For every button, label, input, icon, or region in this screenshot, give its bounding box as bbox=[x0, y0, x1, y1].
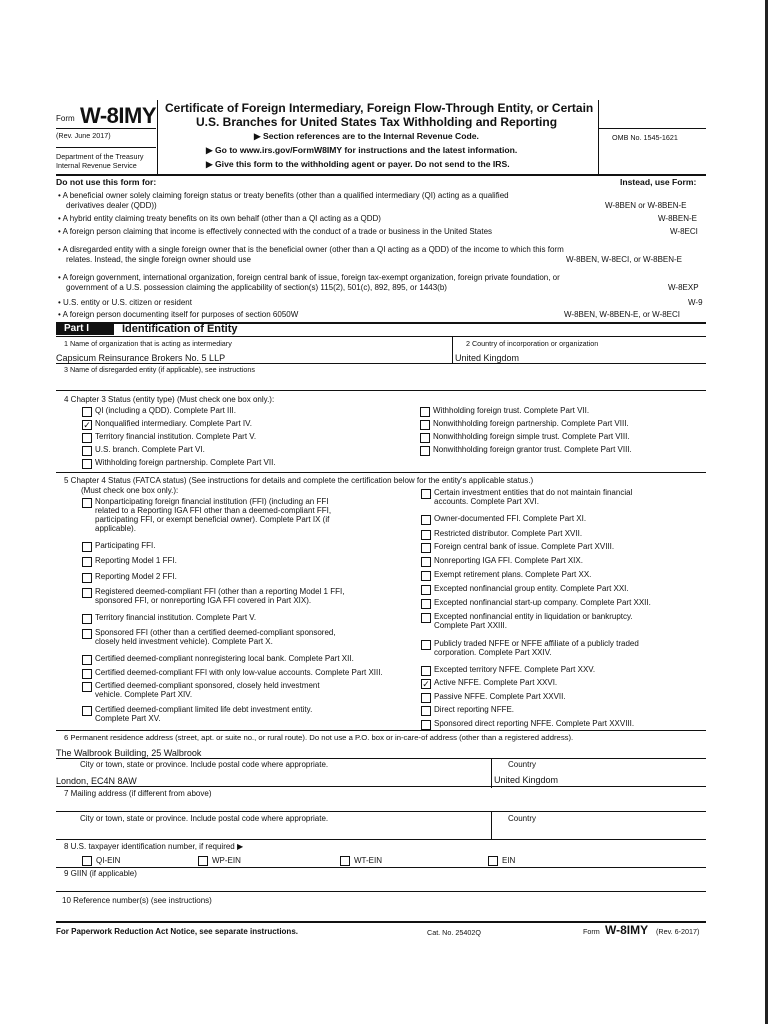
ch4-right-checkbox-10[interactable] bbox=[421, 640, 431, 650]
ch4-right-label-3: Restricted distributor. Complete Part XVII. bbox=[434, 529, 583, 538]
footer-rev: (Rev. 6-2017) bbox=[656, 927, 700, 936]
ch3-right-label-4: Nonwithholding foreign grantor trust. Complete Part VIII. bbox=[433, 445, 632, 454]
footer-form-label: Form bbox=[583, 927, 600, 936]
line6-city-label: City or town, state or province. Include postal code where appropriate. bbox=[80, 760, 329, 769]
dnu-item-3-form: W-8ECI bbox=[670, 227, 698, 236]
ch4-left-label-11-line2: Complete Part XV. bbox=[95, 714, 161, 723]
ch4-right-label-8: Excepted nonfinancial start-up company. Complete Part XXII. bbox=[434, 598, 651, 607]
ch4-left-checkbox-1[interactable] bbox=[82, 498, 92, 508]
line7-country-label: Country bbox=[508, 814, 537, 823]
ch4-left-label-7-line2: closely held investment vehicle). Complete Part X. bbox=[95, 637, 273, 646]
instruction-1: ▶ Section references are to the Internal Revenue Code. bbox=[254, 131, 479, 141]
tin-qi-ein-label: QI-EIN bbox=[96, 856, 121, 865]
ch3-right-label-3: Nonwithholding foreign simple trust. Complete Part VIII. bbox=[433, 432, 630, 441]
ch4-right-label-10-line2: corporation. Complete Part XXIV. bbox=[434, 648, 552, 657]
ch4-right-checkbox-6[interactable] bbox=[421, 571, 431, 581]
dnu-item-3: • A foreign person claiming that income is effectively connected with the conduct of a trade or business in the United States bbox=[58, 227, 493, 236]
line7-label: 7 Mailing address (if different from above) bbox=[64, 789, 212, 798]
part1-tag: Part I bbox=[56, 323, 114, 335]
ch3-left-checkbox-2[interactable]: ✓ bbox=[83, 420, 91, 430]
omb-number: OMB No. 1545-1621 bbox=[612, 133, 678, 142]
ch4-left-label-9: Certified deemed-compliant FFI with only low-value accounts. Complete Part XIII. bbox=[95, 668, 383, 677]
ch3-left-label-3: Territory financial institution. Complete Part V. bbox=[95, 432, 257, 441]
tin-wp-ein-checkbox[interactable] bbox=[198, 856, 208, 866]
dnu-item-1-line1: • A beneficial owner solely claiming foreign status or treaty benefits (other than a qualified intermediary (QI) acting as a qualified bbox=[58, 191, 509, 200]
instruction-2: ▶ Go to www.irs.gov/FormW8IMY for instructions and the latest information. bbox=[206, 145, 518, 155]
footer-notice: For Paperwork Reduction Act Notice, see separate instructions. bbox=[56, 927, 298, 936]
ch4-left-label-7-line1: Sponsored FFI (other than a certified deemed-compliant sponsored, bbox=[95, 628, 336, 637]
line5-sub: (Must check one box only.): bbox=[81, 486, 179, 495]
ch4-right-label-12: Active NFFE. Complete Part XXVI. bbox=[434, 678, 558, 687]
ch3-left-checkbox-3[interactable] bbox=[82, 433, 92, 443]
ch3-left-checkbox-5[interactable] bbox=[82, 459, 92, 469]
dept-line1: Department of the Treasury bbox=[56, 152, 144, 161]
ch3-left-label-1: QI (including a QDD). Complete Part III. bbox=[95, 406, 236, 415]
footer-cat-no: Cat. No. 25402Q bbox=[427, 928, 481, 937]
line2-value[interactable]: United Kingdom bbox=[455, 353, 520, 363]
ch4-right-label-5: Nonreporting IGA FFI. Complete Part XIX. bbox=[434, 556, 583, 565]
dnu-item-5-form: W-8EXP bbox=[668, 283, 699, 292]
dnu-item-4-form: W-8BEN, W-8ECI, or W-8BEN-E bbox=[566, 255, 683, 264]
ch4-right-label-1-line1: Certain investment entities that do not maintain financial bbox=[434, 488, 633, 497]
ch4-left-checkbox-2[interactable] bbox=[82, 542, 92, 552]
ch4-left-label-10-line2: vehicle. Complete Part XIV. bbox=[95, 690, 193, 699]
ch4-right-checkbox-13[interactable] bbox=[421, 693, 431, 703]
ch4-right-checkbox-12[interactable]: ✓ bbox=[422, 679, 430, 689]
ch4-left-label-5-line2: sponsored FFI, or nonreporting IGA FFI covered in Part XIX). bbox=[95, 596, 312, 605]
ch4-right-checkbox-11[interactable] bbox=[421, 666, 431, 676]
tin-wp-ein-label: WP-EIN bbox=[212, 856, 241, 865]
ch4-right-checkbox-15[interactable] bbox=[421, 720, 431, 730]
dnu-item-1-form: W-8BEN or W-8BEN-E bbox=[605, 201, 687, 210]
scan-edge bbox=[765, 0, 768, 1024]
ch4-left-checkbox-11[interactable] bbox=[82, 706, 92, 716]
tin-wt-ein-label: WT-EIN bbox=[354, 856, 382, 865]
ch4-right-label-1-line2: accounts. Complete Part XVI. bbox=[434, 497, 539, 506]
form-title-line2: U.S. Branches for United States Tax Withholding and Reporting bbox=[196, 115, 558, 129]
ch3-right-checkbox-1[interactable] bbox=[420, 407, 430, 417]
dnu-item-4-line1: • A disregarded entity with a single foreign owner that is the beneficial owner (other than a QI acting as a QDD) of the income to which this form bbox=[58, 245, 564, 254]
ch4-left-checkbox-7[interactable] bbox=[82, 629, 92, 639]
ch4-right-label-4: Foreign central bank of issue. Complete Part XVIII. bbox=[434, 542, 615, 551]
line4-label: 4 Chapter 3 Status (entity type) (Must check one box only.): bbox=[64, 395, 275, 404]
line6-value[interactable]: The Walbrook Building, 25 Walbrook bbox=[56, 748, 202, 758]
line2-label: 2 Country of incorporation or organization bbox=[466, 339, 599, 348]
ch4-left-checkbox-10[interactable] bbox=[82, 682, 92, 692]
ch4-left-checkbox-9[interactable] bbox=[82, 669, 92, 679]
ch4-left-label-6: Territory financial institution. Complete Part V. bbox=[95, 613, 257, 622]
ch4-right-checkbox-1[interactable] bbox=[421, 489, 431, 499]
dnu-item-2-form: W-8BEN-E bbox=[658, 214, 697, 223]
ch4-left-label-4: Reporting Model 2 FFI. bbox=[95, 572, 177, 581]
dnu-item-1-line2: derivatives dealer (QDD)) bbox=[66, 201, 157, 210]
line6-city-value[interactable]: London, EC4N 8AW bbox=[56, 776, 137, 786]
ch4-right-label-7: Excepted nonfinancial group entity. Complete Part XXI. bbox=[434, 584, 629, 593]
line6-country-label: Country bbox=[508, 760, 537, 769]
ch4-right-checkbox-3[interactable] bbox=[421, 530, 431, 540]
ch4-right-checkbox-4[interactable] bbox=[421, 543, 431, 553]
line10-label: 10 Reference number(s) (see instructions) bbox=[62, 896, 212, 905]
ch4-right-label-9-line1: Excepted nonfinancial entity in liquidation or bankruptcy. bbox=[434, 612, 633, 621]
tin-qi-ein-checkbox[interactable] bbox=[82, 856, 92, 866]
ch4-right-checkbox-8[interactable] bbox=[421, 599, 431, 609]
ch3-right-label-2: Nonwithholding foreign partnership. Complete Part VIII. bbox=[433, 419, 629, 428]
ch4-left-label-10-line1: Certified deemed-compliant sponsored, closely held investment bbox=[95, 681, 320, 690]
dnu-item-5-line2: government of a U.S. possession claiming the applicability of section(s) 115(2), 501(c), 892, 895, or 1443(b) bbox=[66, 283, 447, 292]
line9-label: 9 GIIN (if applicable) bbox=[64, 869, 137, 878]
line1-label: 1 Name of organization that is acting as intermediary bbox=[64, 339, 232, 348]
ch4-left-label-11-line1: Certified deemed-compliant limited life debt investment entity. bbox=[95, 705, 313, 714]
ch3-left-checkbox-4[interactable] bbox=[82, 446, 92, 456]
tin-ein-label: EIN bbox=[502, 856, 516, 865]
ch4-left-label-1-line4: applicable). bbox=[95, 524, 136, 533]
ch4-left-checkbox-4[interactable] bbox=[82, 573, 92, 583]
form-name: W-8IMY bbox=[80, 103, 156, 128]
ch3-left-label-4: U.S. branch. Complete Part VI. bbox=[95, 445, 205, 454]
tin-ein-checkbox[interactable] bbox=[488, 856, 498, 866]
do-not-use-heading: Do not use this form for: bbox=[56, 177, 157, 187]
ch4-left-checkbox-8[interactable] bbox=[82, 655, 92, 665]
line1-value[interactable]: Capsicum Reinsurance Brokers No. 5 LLP bbox=[56, 353, 226, 363]
form-title-line1: Certificate of Foreign Intermediary, Foreign Flow-Through Entity, or Certain bbox=[165, 101, 594, 115]
dept-line2: Internal Revenue Service bbox=[56, 161, 137, 170]
ch4-left-label-5-line1: Registered deemed-compliant FFI (other than a reporting Model 1 FFI, bbox=[95, 587, 345, 596]
ch3-left-label-5: Withholding foreign partnership. Complete Part VII. bbox=[95, 458, 276, 467]
ch4-left-checkbox-5[interactable] bbox=[82, 588, 92, 598]
line7-city-label: City or town, state or province. Include postal code where appropriate. bbox=[80, 814, 329, 823]
dnu-item-2: • A hybrid entity claiming treaty benefits on its own behalf (other than a QI acting as a QDD) bbox=[58, 214, 381, 223]
ch4-right-label-11: Excepted territory NFFE. Complete Part XXV. bbox=[434, 665, 596, 674]
ch4-right-label-15: Sponsored direct reporting NFFE. Complete Part XXVIII. bbox=[434, 719, 635, 728]
ch4-right-label-9-line2: Complete Part XXIII. bbox=[434, 621, 507, 630]
ch4-right-label-10-line1: Publicly traded NFFE or NFFE affiliate of a publicly traded bbox=[434, 639, 639, 648]
tin-wt-ein-checkbox[interactable] bbox=[340, 856, 350, 866]
dnu-item-6: • U.S. entity or U.S. citizen or resident bbox=[58, 298, 192, 307]
ch4-left-checkbox-6[interactable] bbox=[82, 614, 92, 624]
ch4-left-label-1-line2: related to a Reporting IGA FFI other than a deemed-compliant FFI, bbox=[95, 506, 332, 515]
dnu-item-7-form: W-8BEN, W-8BEN-E, or W-8ECI bbox=[564, 310, 681, 319]
ch4-left-label-2: Participating FFI. bbox=[95, 541, 156, 550]
ch4-left-label-1-line1: Nonparticipating foreign financial institution (FFI) (including an FFI bbox=[95, 497, 329, 506]
dnu-item-5-line1: • A foreign government, international organization, foreign central bank of issue, foreign tax-exempt organization, foreign private foundation, or bbox=[58, 273, 560, 282]
ch4-right-checkbox-14[interactable] bbox=[421, 706, 431, 716]
form-label: Form bbox=[56, 114, 75, 123]
ch3-right-checkbox-2[interactable] bbox=[420, 420, 430, 430]
line6-label: 6 Permanent residence address (street, apt. or suite no., or rural route). Do not use a P.O. box or in-care-of address (other than a registered address). bbox=[64, 733, 574, 742]
revision-date: (Rev. June 2017) bbox=[56, 131, 111, 140]
ch4-left-label-3: Reporting Model 1 FFI. bbox=[95, 556, 177, 565]
ch4-right-label-14: Direct reporting NFFE. bbox=[434, 705, 515, 714]
dnu-item-7: • A foreign person documenting itself for purposes of section 6050W bbox=[58, 310, 299, 319]
ch4-left-label-8: Certified deemed-compliant nonregistering local bank. Complete Part XII. bbox=[95, 654, 354, 663]
dnu-item-4-line2: relates. Instead, the single foreign owner should use bbox=[66, 255, 252, 264]
ch4-left-checkbox-3[interactable] bbox=[82, 557, 92, 567]
ch3-right-checkbox-4[interactable] bbox=[420, 446, 430, 456]
ch3-right-checkbox-3[interactable] bbox=[420, 433, 430, 443]
instead-heading: Instead, use Form: bbox=[620, 177, 697, 187]
ch3-left-checkbox-1[interactable] bbox=[82, 407, 92, 417]
ch3-left-label-2: Nonqualified intermediary. Complete Part IV. bbox=[95, 419, 252, 428]
line3-label: 3 Name of disregarded entity (if applicable), see instructions bbox=[64, 365, 255, 374]
ch4-right-checkbox-5[interactable] bbox=[421, 557, 431, 567]
instruction-3: ▶ Give this form to the withholding agent or payer. Do not send to the IRS. bbox=[206, 159, 510, 169]
ch3-right-label-1: Withholding foreign trust. Complete Part VII. bbox=[433, 406, 590, 415]
ch4-right-label-2: Owner-documented FFI. Complete Part XI. bbox=[434, 514, 587, 523]
dnu-item-6-form: W-9 bbox=[688, 298, 703, 307]
line6-country-value[interactable]: United Kingdom bbox=[494, 775, 559, 785]
ch4-right-label-13: Passive NFFE. Complete Part XXVII. bbox=[434, 692, 566, 701]
ch4-right-checkbox-9[interactable] bbox=[421, 613, 431, 623]
ch4-left-label-1-line3: participating FFI, or exempt beneficial owner). Complete Part IX (if bbox=[95, 515, 330, 524]
line8-label: 8 U.S. taxpayer identification number, if required ▶ bbox=[64, 842, 244, 851]
ch4-right-checkbox-7[interactable] bbox=[421, 585, 431, 595]
ch4-right-checkbox-2[interactable] bbox=[421, 515, 431, 525]
footer-form-name: W-8IMY bbox=[605, 923, 649, 937]
ch4-right-label-6: Exempt retirement plans. Complete Part XX. bbox=[434, 570, 592, 579]
line5-label: 5 Chapter 4 Status (FATCA status) (See instructions for details and complete the certification below for the entity's applicable status.) bbox=[64, 476, 534, 485]
part1-title: Identification of Entity bbox=[122, 323, 238, 335]
